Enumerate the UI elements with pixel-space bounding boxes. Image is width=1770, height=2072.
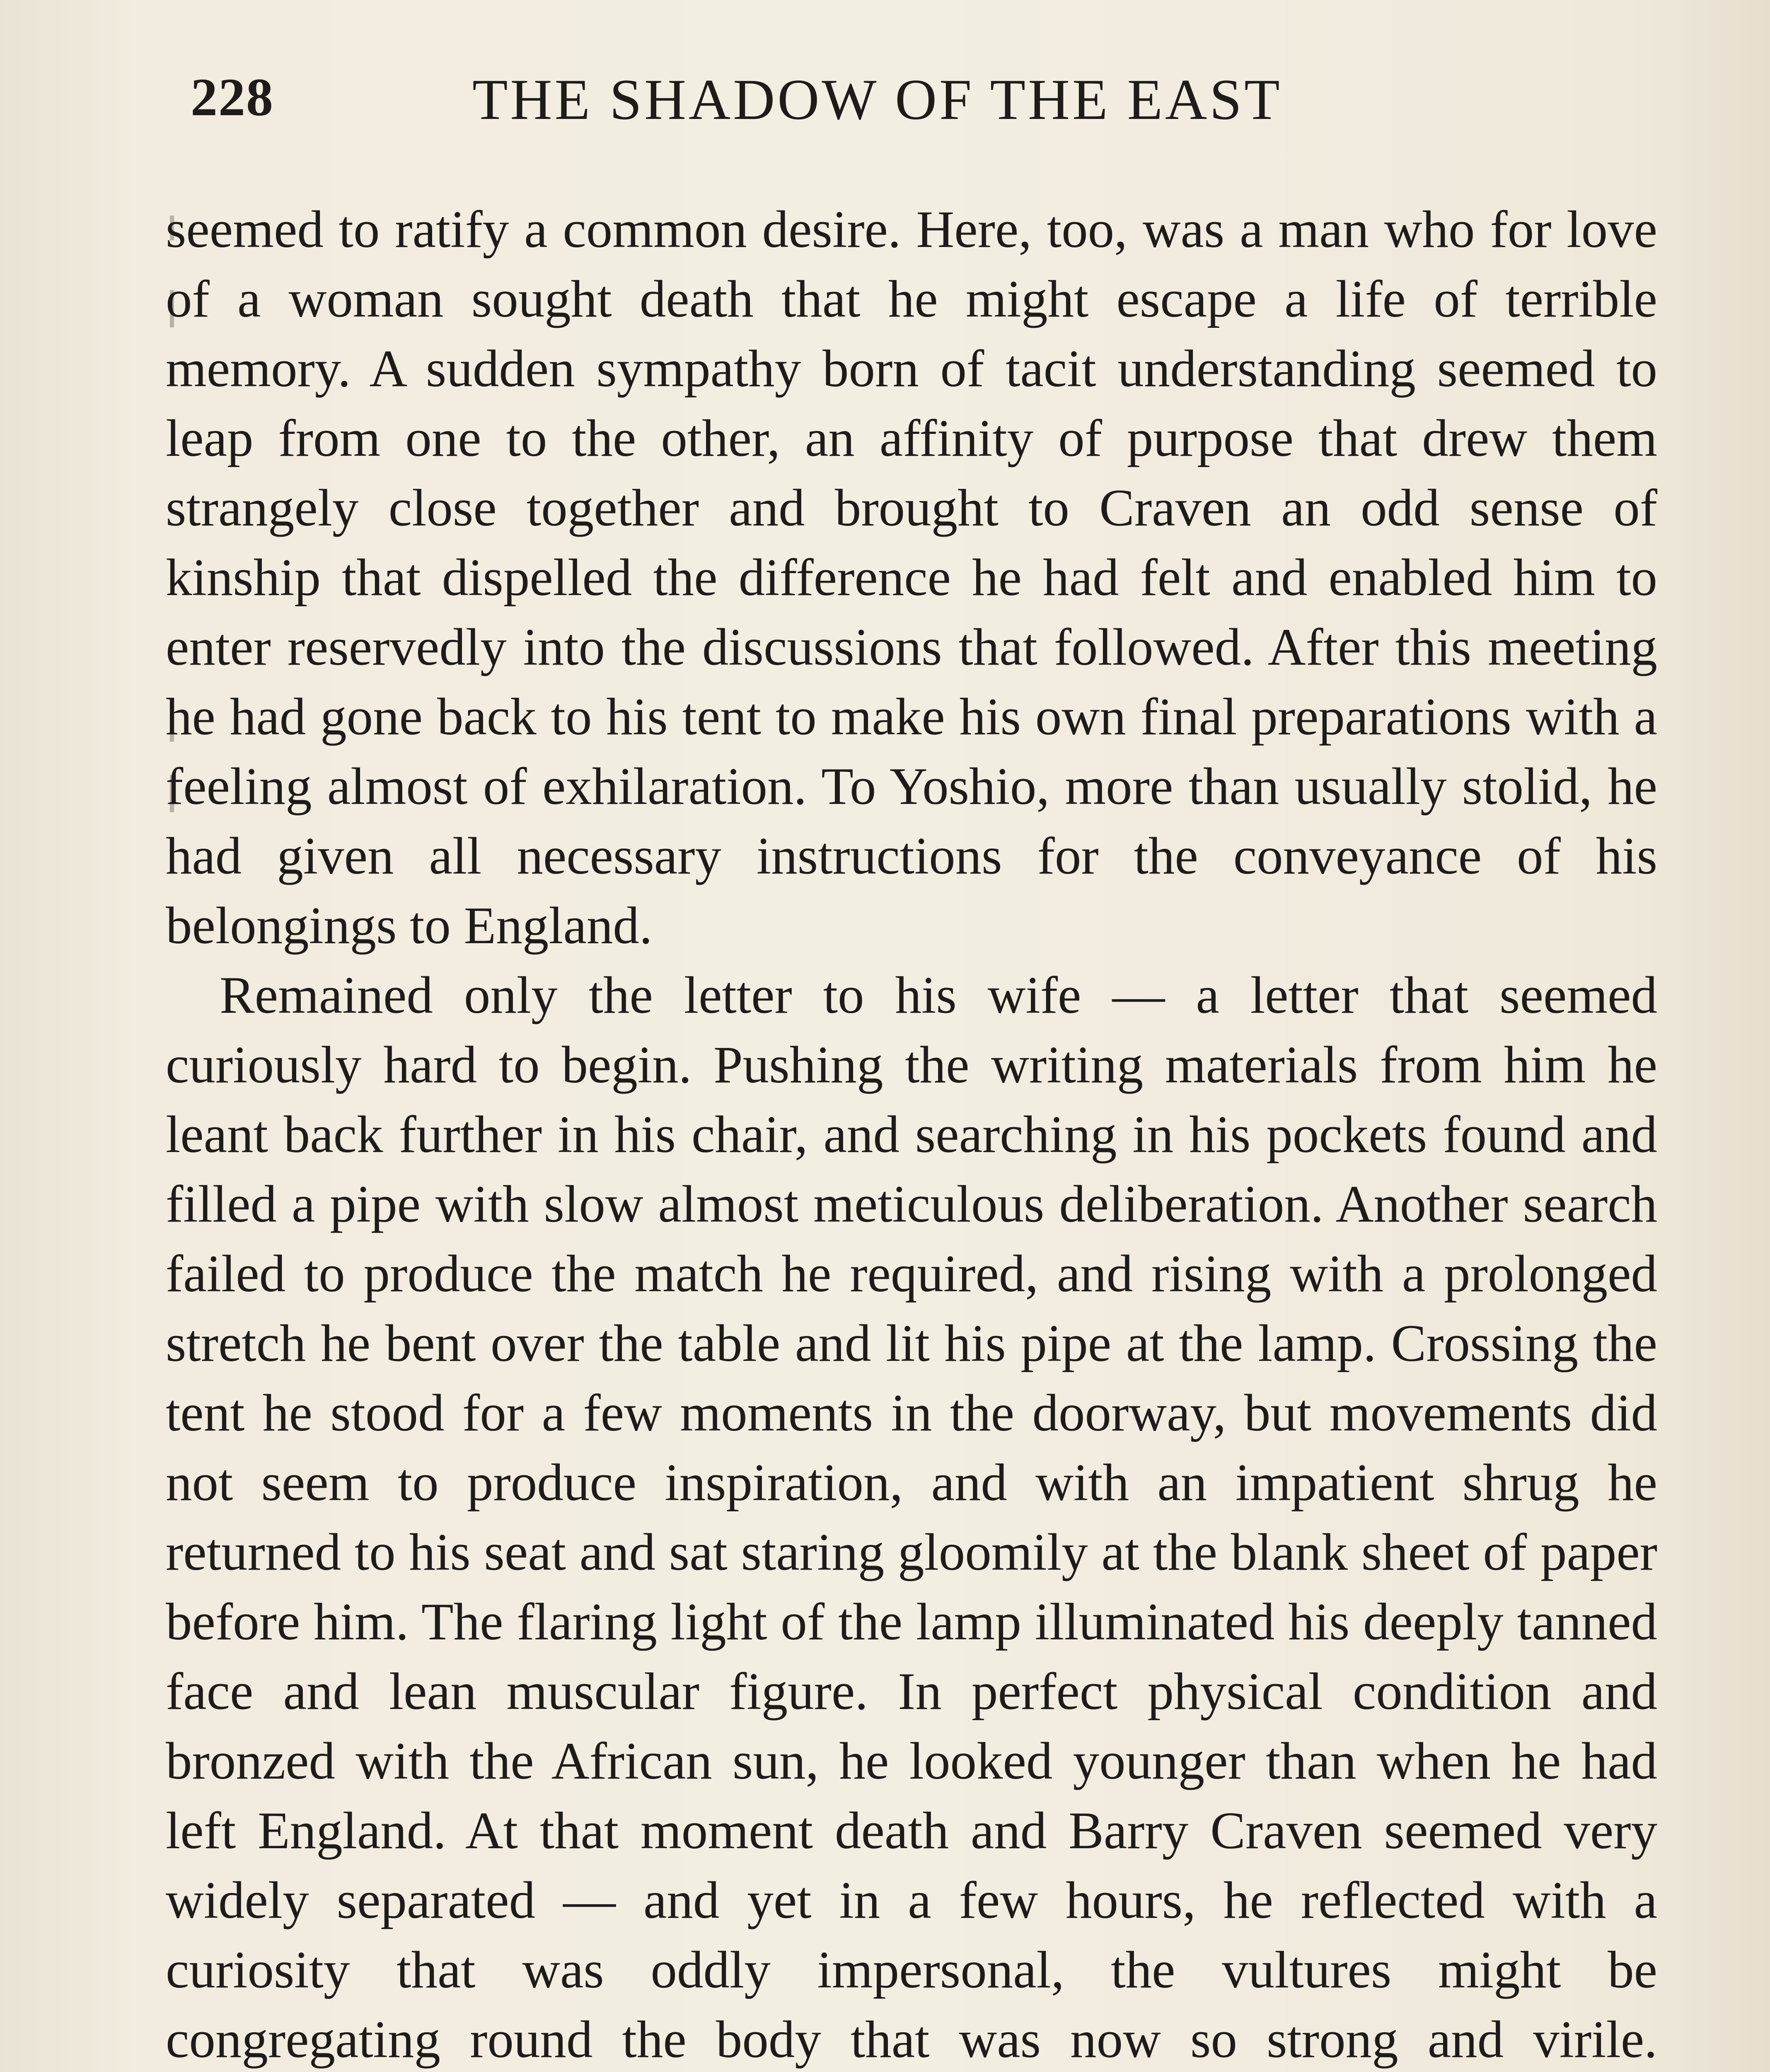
- paragraph: seemed to ratify a common desire. Here, too, was a man who for love of a woman sought death that he might escape a life of terrible memory. A sudden sympathy born of tacit understanding seemed to leap from one to the other, an affinity of purpose that drew them strangely close together and brought to Craven an odd sense of kinship that dispelled the difference he had felt and enabled him to enter reservedly into the discussions that followed. After this meeting he had gone back to his tent to make his own final preparations with a feeling almost of exhilaration. To Yoshio, more than usually stolid, he had given all necessary instructions for the conveyance of his belongings to England.: [166, 201, 1657, 955]
- body-text: [166, 195, 1657, 2072]
- page-header: [182, 50, 1632, 133]
- paragraph: Remained only the letter to his wife — a letter that seemed curiously hard to begin. Pushing the writing materials from him he leant back further in his chair, and searching in his pockets found and filled a pipe with slow almost meticulous deliberation. Another search failed to produce the match he required, and rising with a prolonged stretch he bent over the table and lit his pipe at the lamp. Crossing the tent he stood for a few moments in the doorway, but movements did not seem to produce inspiration, and with an impatient shrug he returned to his seat and sat staring gloomily at the blank sheet of paper before him. The flaring light of the lamp illuminated his deeply tanned face and lean muscular figure. In perfect physical condition and bronzed with the African sun, he looked younger than when he had left England. At that moment death and Barry Craven seemed very widely separated — and yet in a few hours, he reflected with a curiosity that was oddly impersonal, the vultures might be congregating round the body that was now so strong and virile.: [166, 966, 1657, 2069]
- running-title: THE SHADOW OF THE EAST: [472, 68, 1282, 132]
- page-number: 228: [191, 68, 274, 127]
